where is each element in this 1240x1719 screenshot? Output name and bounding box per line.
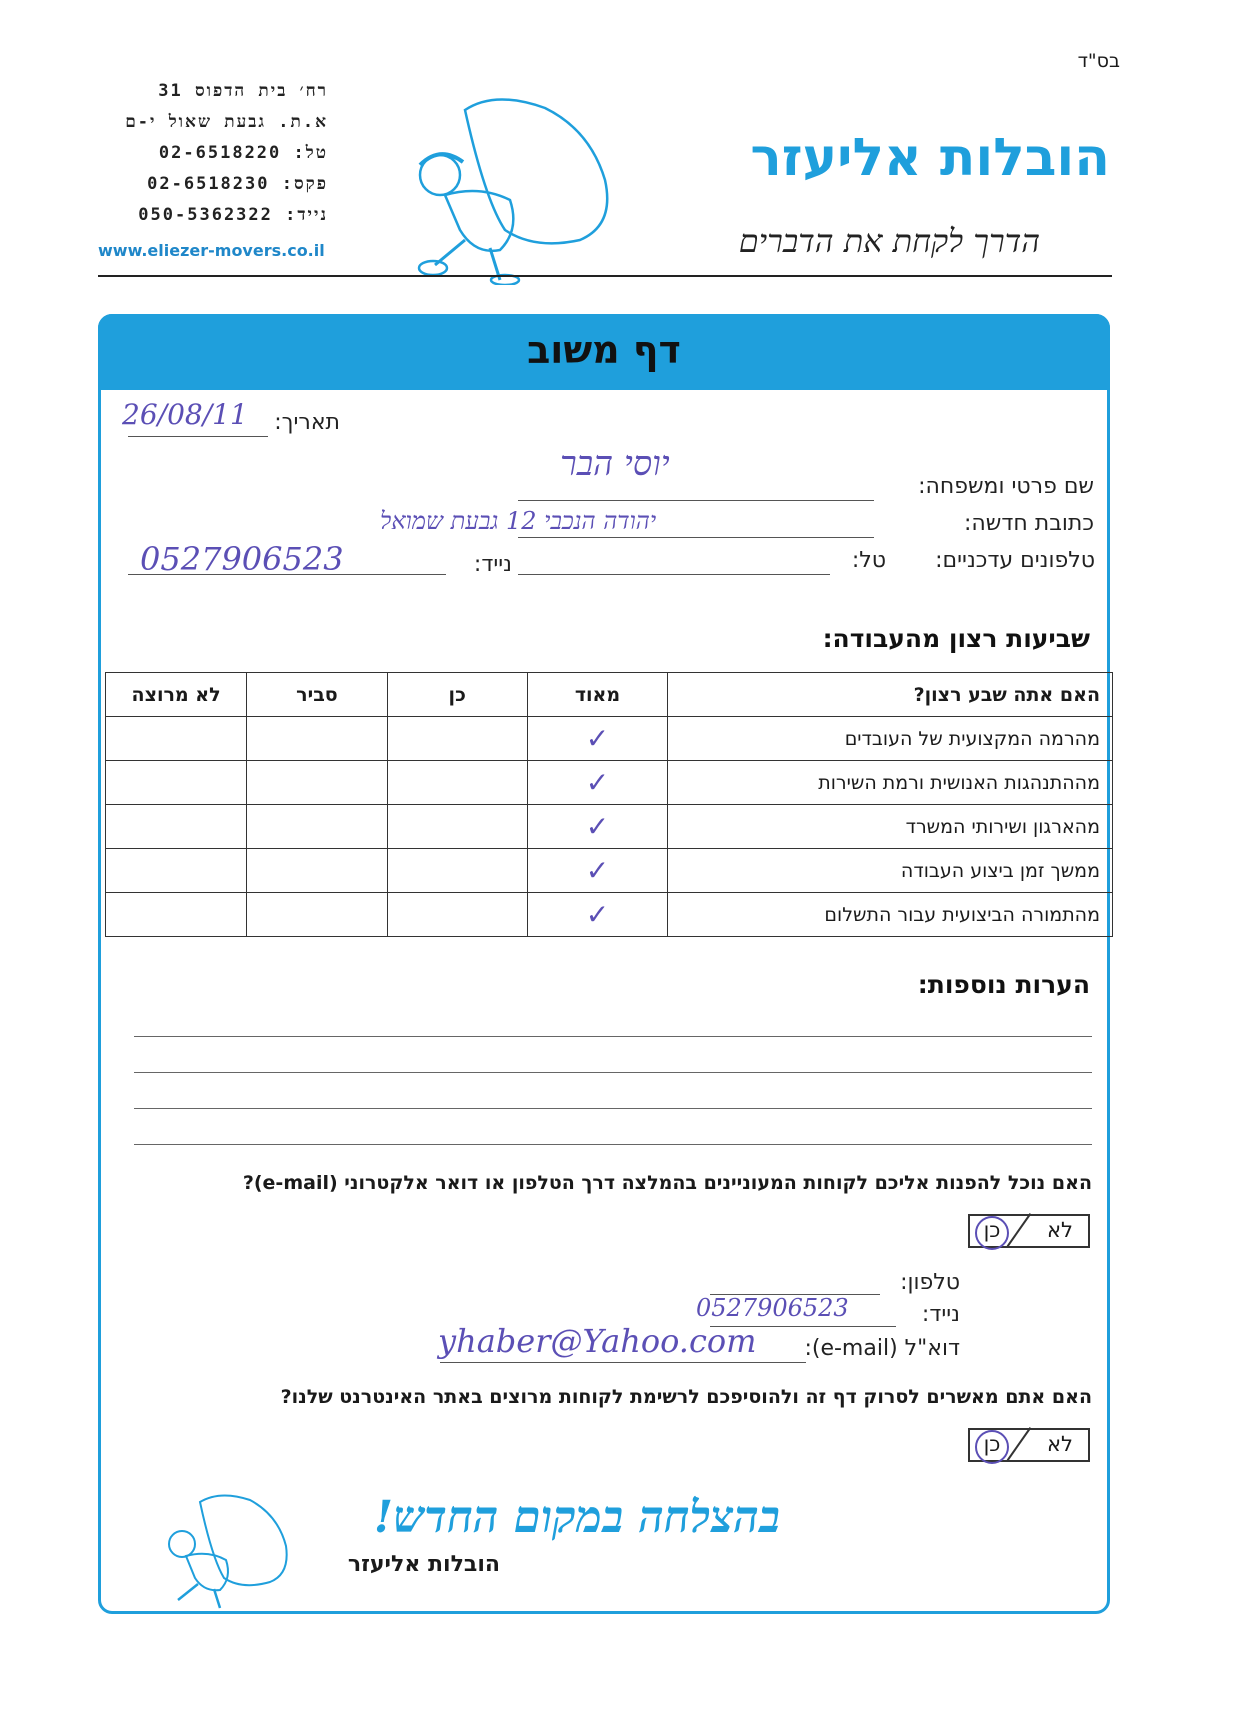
question-cell: ממשך זמן ביצוע העבודה xyxy=(668,849,1113,893)
mobile-field[interactable]: 0527906523 xyxy=(140,540,344,578)
answer-cell-very[interactable] xyxy=(527,761,668,805)
referral-email-label: דוא"ל (e-mail): xyxy=(804,1336,960,1361)
fax-label: פקס: xyxy=(281,174,328,194)
notes-line[interactable] xyxy=(134,1072,1092,1073)
company-slogan: הדרך לקחת את הדברים xyxy=(738,222,1040,260)
company-logo-text: הובלות אליעזר xyxy=(750,128,1110,188)
consent-no-option[interactable]: לא xyxy=(1047,1432,1073,1456)
name-field-line xyxy=(518,500,874,501)
tel-label: טל: xyxy=(851,548,886,573)
column-header-not-satisfied: לא מרוצה xyxy=(106,673,247,717)
answer-cell-very[interactable] xyxy=(527,893,668,937)
answer-cell-yes[interactable] xyxy=(387,761,527,805)
answer-cell-yes[interactable] xyxy=(387,893,527,937)
question-cell: מהתמורה הביצועית עבור התשלום xyxy=(668,893,1113,937)
date-field[interactable]: 26/08/11 xyxy=(122,398,248,431)
phone-number: 02-6518220 xyxy=(158,143,282,163)
question-cell: מההתנהגות האנושית ורמת השירות xyxy=(668,761,1113,805)
farewell-message: בהצלחה במקום החדש! xyxy=(373,1492,780,1543)
mobile-row xyxy=(98,200,328,231)
address-line-2: א.ת. גבעת שאול י-ם xyxy=(125,112,328,132)
answer-cell-reasonable[interactable] xyxy=(247,849,388,893)
bsd-mark: בס"ד xyxy=(1077,50,1120,72)
updated-phones-label: טלפונים עדכניים: xyxy=(935,548,1095,573)
phone-row xyxy=(98,138,328,169)
date-field-line xyxy=(128,436,268,437)
notes-line[interactable] xyxy=(134,1108,1092,1109)
name-label: שם פרטי ומשפחה: xyxy=(918,474,1094,499)
answer-cell-not-satisfied[interactable] xyxy=(106,849,247,893)
table-row xyxy=(106,893,1113,937)
website-consent-question: האם אתם מאשרים לסרוק דף זה ולהוסיפכם לרשימת לקוחות מרוצים באתר האינטרנט שלנו? xyxy=(280,1386,1092,1408)
column-header-very: מאוד xyxy=(527,673,668,717)
answer-cell-not-satisfied[interactable] xyxy=(106,761,247,805)
address-line-1: רח׳ בית הדפוס 31 xyxy=(158,81,328,101)
name-field[interactable]: יוסי הבר xyxy=(560,444,670,484)
new-address-field[interactable]: יהודה הנכבי 12 גבעת שמואל xyxy=(380,507,657,535)
referral-email-line xyxy=(440,1362,806,1363)
mobile-label: נייד: xyxy=(285,205,328,225)
mover-mascot-small-icon xyxy=(160,1490,300,1610)
answer-cell-reasonable[interactable] xyxy=(247,893,388,937)
answer-cell-yes[interactable] xyxy=(387,717,527,761)
answer-cell-not-satisfied[interactable] xyxy=(106,717,247,761)
table-row xyxy=(106,849,1113,893)
answer-cell-very[interactable] xyxy=(527,849,668,893)
referral-phone-label: טלפון: xyxy=(900,1270,960,1295)
mobile-field-label: נייד: xyxy=(473,552,512,577)
mobile-number: 050-5362322 xyxy=(138,205,273,225)
answer-cell-not-satisfied[interactable] xyxy=(106,805,247,849)
fax-number: 02-6518230 xyxy=(147,174,270,194)
table-row xyxy=(106,717,1113,761)
header-divider xyxy=(98,275,1112,277)
satisfaction-table xyxy=(105,672,1113,937)
referral-email-field[interactable]: yhaber@Yahoo.com xyxy=(438,1322,757,1360)
notes-line[interactable] xyxy=(134,1144,1092,1145)
question-cell: מהרמה המקצועית של העובדים xyxy=(668,717,1113,761)
notes-line[interactable] xyxy=(134,1036,1092,1037)
check-mark-icon: ✓ xyxy=(585,898,610,931)
column-header-yes: כן xyxy=(387,673,527,717)
address-field-line xyxy=(518,537,874,538)
check-mark-icon: ✓ xyxy=(585,810,610,843)
phone-label: טל: xyxy=(293,143,328,163)
notes-title: הערות נוספות: xyxy=(917,970,1090,999)
question-cell: מהארגון ושירותי המשרד xyxy=(668,805,1113,849)
website-link[interactable]: www.eliezer-movers.co.il xyxy=(98,241,325,260)
answer-cell-reasonable[interactable] xyxy=(247,805,388,849)
column-header-question: האם אתה שבע רצון? xyxy=(668,673,1113,717)
referral-question: האם נוכל להפנות אליכם לקוחות המעוניינים בהמלצה דרך הטלפון או דואר אלקטרוני (e-mail)? xyxy=(242,1172,1092,1194)
answer-cell-yes[interactable] xyxy=(387,805,527,849)
answer-cell-not-satisfied[interactable] xyxy=(106,893,247,937)
date-label: תאריך: xyxy=(274,410,340,435)
table-row xyxy=(106,761,1113,805)
answer-cell-yes[interactable] xyxy=(387,849,527,893)
table-header-row xyxy=(106,673,1113,717)
answer-cell-very[interactable] xyxy=(527,805,668,849)
footer-signature: הובלות אליעזר xyxy=(347,1552,500,1577)
check-mark-icon: ✓ xyxy=(585,722,610,755)
fax-row xyxy=(98,169,328,200)
new-address-label: כתובת חדשה: xyxy=(963,511,1094,536)
tel-field-line[interactable] xyxy=(518,574,830,575)
column-header-reasonable: סביר xyxy=(247,673,388,717)
form-title: דף משוב xyxy=(527,328,681,372)
check-mark-icon: ✓ xyxy=(585,854,610,887)
table-row xyxy=(106,805,1113,849)
referral-yes-option[interactable]: כן xyxy=(983,1218,1001,1242)
referral-no-option[interactable]: לא xyxy=(1047,1218,1073,1242)
check-mark-icon: ✓ xyxy=(585,766,610,799)
consent-yes-option[interactable]: כן xyxy=(983,1432,1001,1456)
answer-cell-reasonable[interactable] xyxy=(247,761,388,805)
answer-cell-very[interactable] xyxy=(527,717,668,761)
company-contact-block xyxy=(98,76,328,231)
satisfaction-title: שביעות רצון מהעבודה: xyxy=(822,624,1090,653)
referral-mobile-field[interactable]: 0527906523 xyxy=(696,1294,849,1322)
mover-mascot-icon xyxy=(405,90,630,285)
referral-mobile-label: נייד: xyxy=(921,1302,960,1327)
answer-cell-reasonable[interactable] xyxy=(247,717,388,761)
